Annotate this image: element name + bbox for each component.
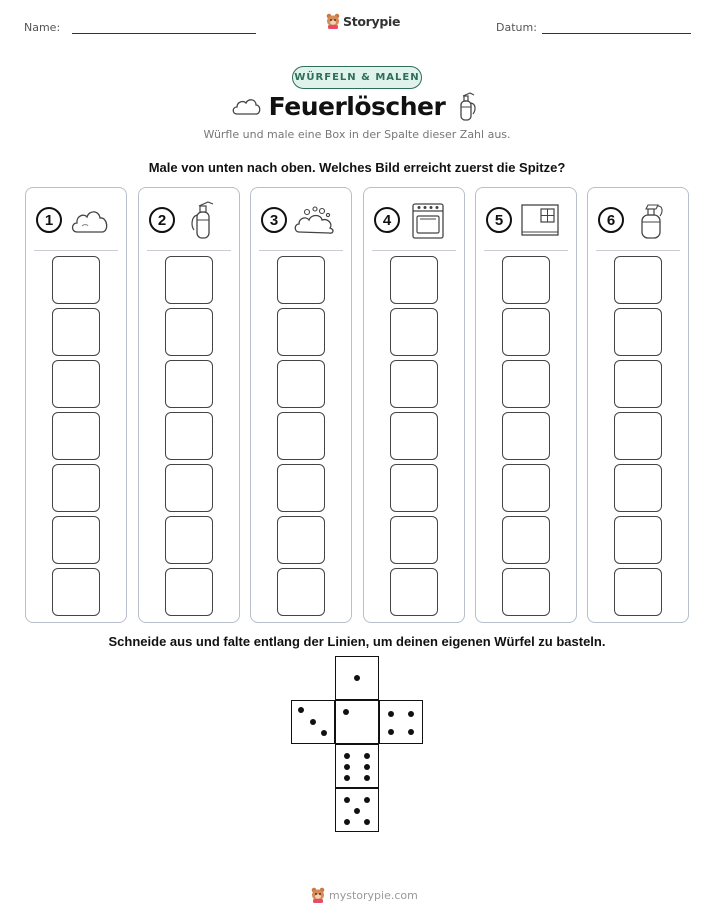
pip <box>364 775 370 781</box>
color-box[interactable] <box>390 464 438 512</box>
die-face-top <box>335 656 379 700</box>
dice-column-2 <box>138 187 240 623</box>
pip <box>364 753 370 759</box>
dice-column-1 <box>25 187 127 623</box>
column-number: 3 <box>261 207 287 233</box>
color-box[interactable] <box>52 412 100 460</box>
color-box[interactable] <box>165 308 213 356</box>
column-number: 1 <box>36 207 62 233</box>
stove-icon <box>406 200 450 240</box>
dice-column-6 <box>587 187 689 623</box>
color-box[interactable] <box>502 256 550 304</box>
column-divider <box>147 250 231 251</box>
color-box[interactable] <box>502 516 550 564</box>
date-line[interactable] <box>542 33 691 34</box>
pip <box>354 808 360 814</box>
die-face-center <box>335 700 379 744</box>
column-divider <box>596 250 680 251</box>
color-box[interactable] <box>52 308 100 356</box>
pip <box>364 764 370 770</box>
color-box[interactable] <box>390 308 438 356</box>
brand-name: Storypie <box>343 13 401 29</box>
page-title: Feuerlöscher <box>268 92 446 121</box>
color-box[interactable] <box>165 464 213 512</box>
pip <box>408 711 414 717</box>
color-box[interactable] <box>614 360 662 408</box>
color-box[interactable] <box>165 568 213 616</box>
color-box[interactable] <box>52 256 100 304</box>
color-box[interactable] <box>277 464 325 512</box>
brand-logo <box>326 13 400 29</box>
die-face-right <box>379 700 423 744</box>
cloud-icon <box>68 200 112 240</box>
pip <box>354 675 360 681</box>
color-box[interactable] <box>502 568 550 616</box>
column-divider <box>259 250 343 251</box>
bear-mascot-icon <box>326 13 340 29</box>
column-number: 5 <box>486 207 512 233</box>
color-box[interactable] <box>614 256 662 304</box>
column-divider <box>34 250 118 251</box>
column-number: 6 <box>598 207 624 233</box>
name-line[interactable] <box>72 33 256 34</box>
color-box[interactable] <box>614 464 662 512</box>
color-box[interactable] <box>277 516 325 564</box>
pip <box>321 730 327 736</box>
color-box[interactable] <box>502 360 550 408</box>
color-box[interactable] <box>52 360 100 408</box>
pip <box>310 719 316 725</box>
pip <box>364 797 370 803</box>
color-box[interactable] <box>390 412 438 460</box>
instruction-text: Male von unten nach oben. Welches Bild erreicht zuerst die Spitze? <box>148 160 566 175</box>
pip <box>388 729 394 735</box>
footer-url: mystorypie.com <box>329 888 418 902</box>
pip <box>344 797 350 803</box>
color-box[interactable] <box>614 308 662 356</box>
color-box[interactable] <box>390 256 438 304</box>
bear-mascot-icon <box>311 887 325 903</box>
column-divider <box>484 250 568 251</box>
pip <box>344 764 350 770</box>
color-box[interactable] <box>614 412 662 460</box>
dice-column-5 <box>475 187 577 623</box>
color-box[interactable] <box>165 360 213 408</box>
color-box[interactable] <box>52 516 100 564</box>
window-wall-icon <box>518 200 562 240</box>
color-box[interactable] <box>277 308 325 356</box>
name-label: Name: <box>24 21 61 34</box>
color-box[interactable] <box>277 360 325 408</box>
dice-column-3 <box>250 187 352 623</box>
column-divider <box>372 250 456 251</box>
color-box[interactable] <box>277 568 325 616</box>
color-box[interactable] <box>165 412 213 460</box>
color-box[interactable] <box>165 256 213 304</box>
pip <box>388 711 394 717</box>
color-box[interactable] <box>277 412 325 460</box>
color-box[interactable] <box>52 568 100 616</box>
footer <box>311 887 418 903</box>
color-box[interactable] <box>614 516 662 564</box>
color-box[interactable] <box>502 412 550 460</box>
color-box[interactable] <box>390 360 438 408</box>
gas-canister-icon <box>630 200 674 240</box>
column-number: 2 <box>149 207 175 233</box>
color-box[interactable] <box>502 308 550 356</box>
cut-instruction: Schneide aus und falte entlang der Linien, um deinen eigenen Würfel zu basteln. <box>108 634 606 649</box>
pip <box>343 709 349 715</box>
die-face-left <box>291 700 335 744</box>
pip <box>298 707 304 713</box>
subtitle: Würfle und male eine Box in der Spalte dieser Zahl aus. <box>203 128 511 141</box>
pip <box>408 729 414 735</box>
fire-extinguisher-icon <box>181 200 225 240</box>
color-box[interactable] <box>502 464 550 512</box>
die-face-bottom-1 <box>335 744 379 788</box>
die-face-bottom-2 <box>335 788 379 832</box>
color-box[interactable] <box>277 256 325 304</box>
color-box[interactable] <box>614 568 662 616</box>
color-box[interactable] <box>390 568 438 616</box>
dice-column-4 <box>363 187 465 623</box>
color-box[interactable] <box>165 516 213 564</box>
pip <box>344 819 350 825</box>
color-box[interactable] <box>52 464 100 512</box>
column-number: 4 <box>374 207 400 233</box>
pip <box>364 819 370 825</box>
activity-badge: WÜRFELN & MALEN <box>292 66 422 89</box>
foam-cloud-icon <box>293 200 337 240</box>
pip <box>344 775 350 781</box>
date-label: Datum: <box>496 21 537 34</box>
pip <box>344 753 350 759</box>
fire-extinguisher-icon <box>454 90 480 122</box>
color-box[interactable] <box>390 516 438 564</box>
